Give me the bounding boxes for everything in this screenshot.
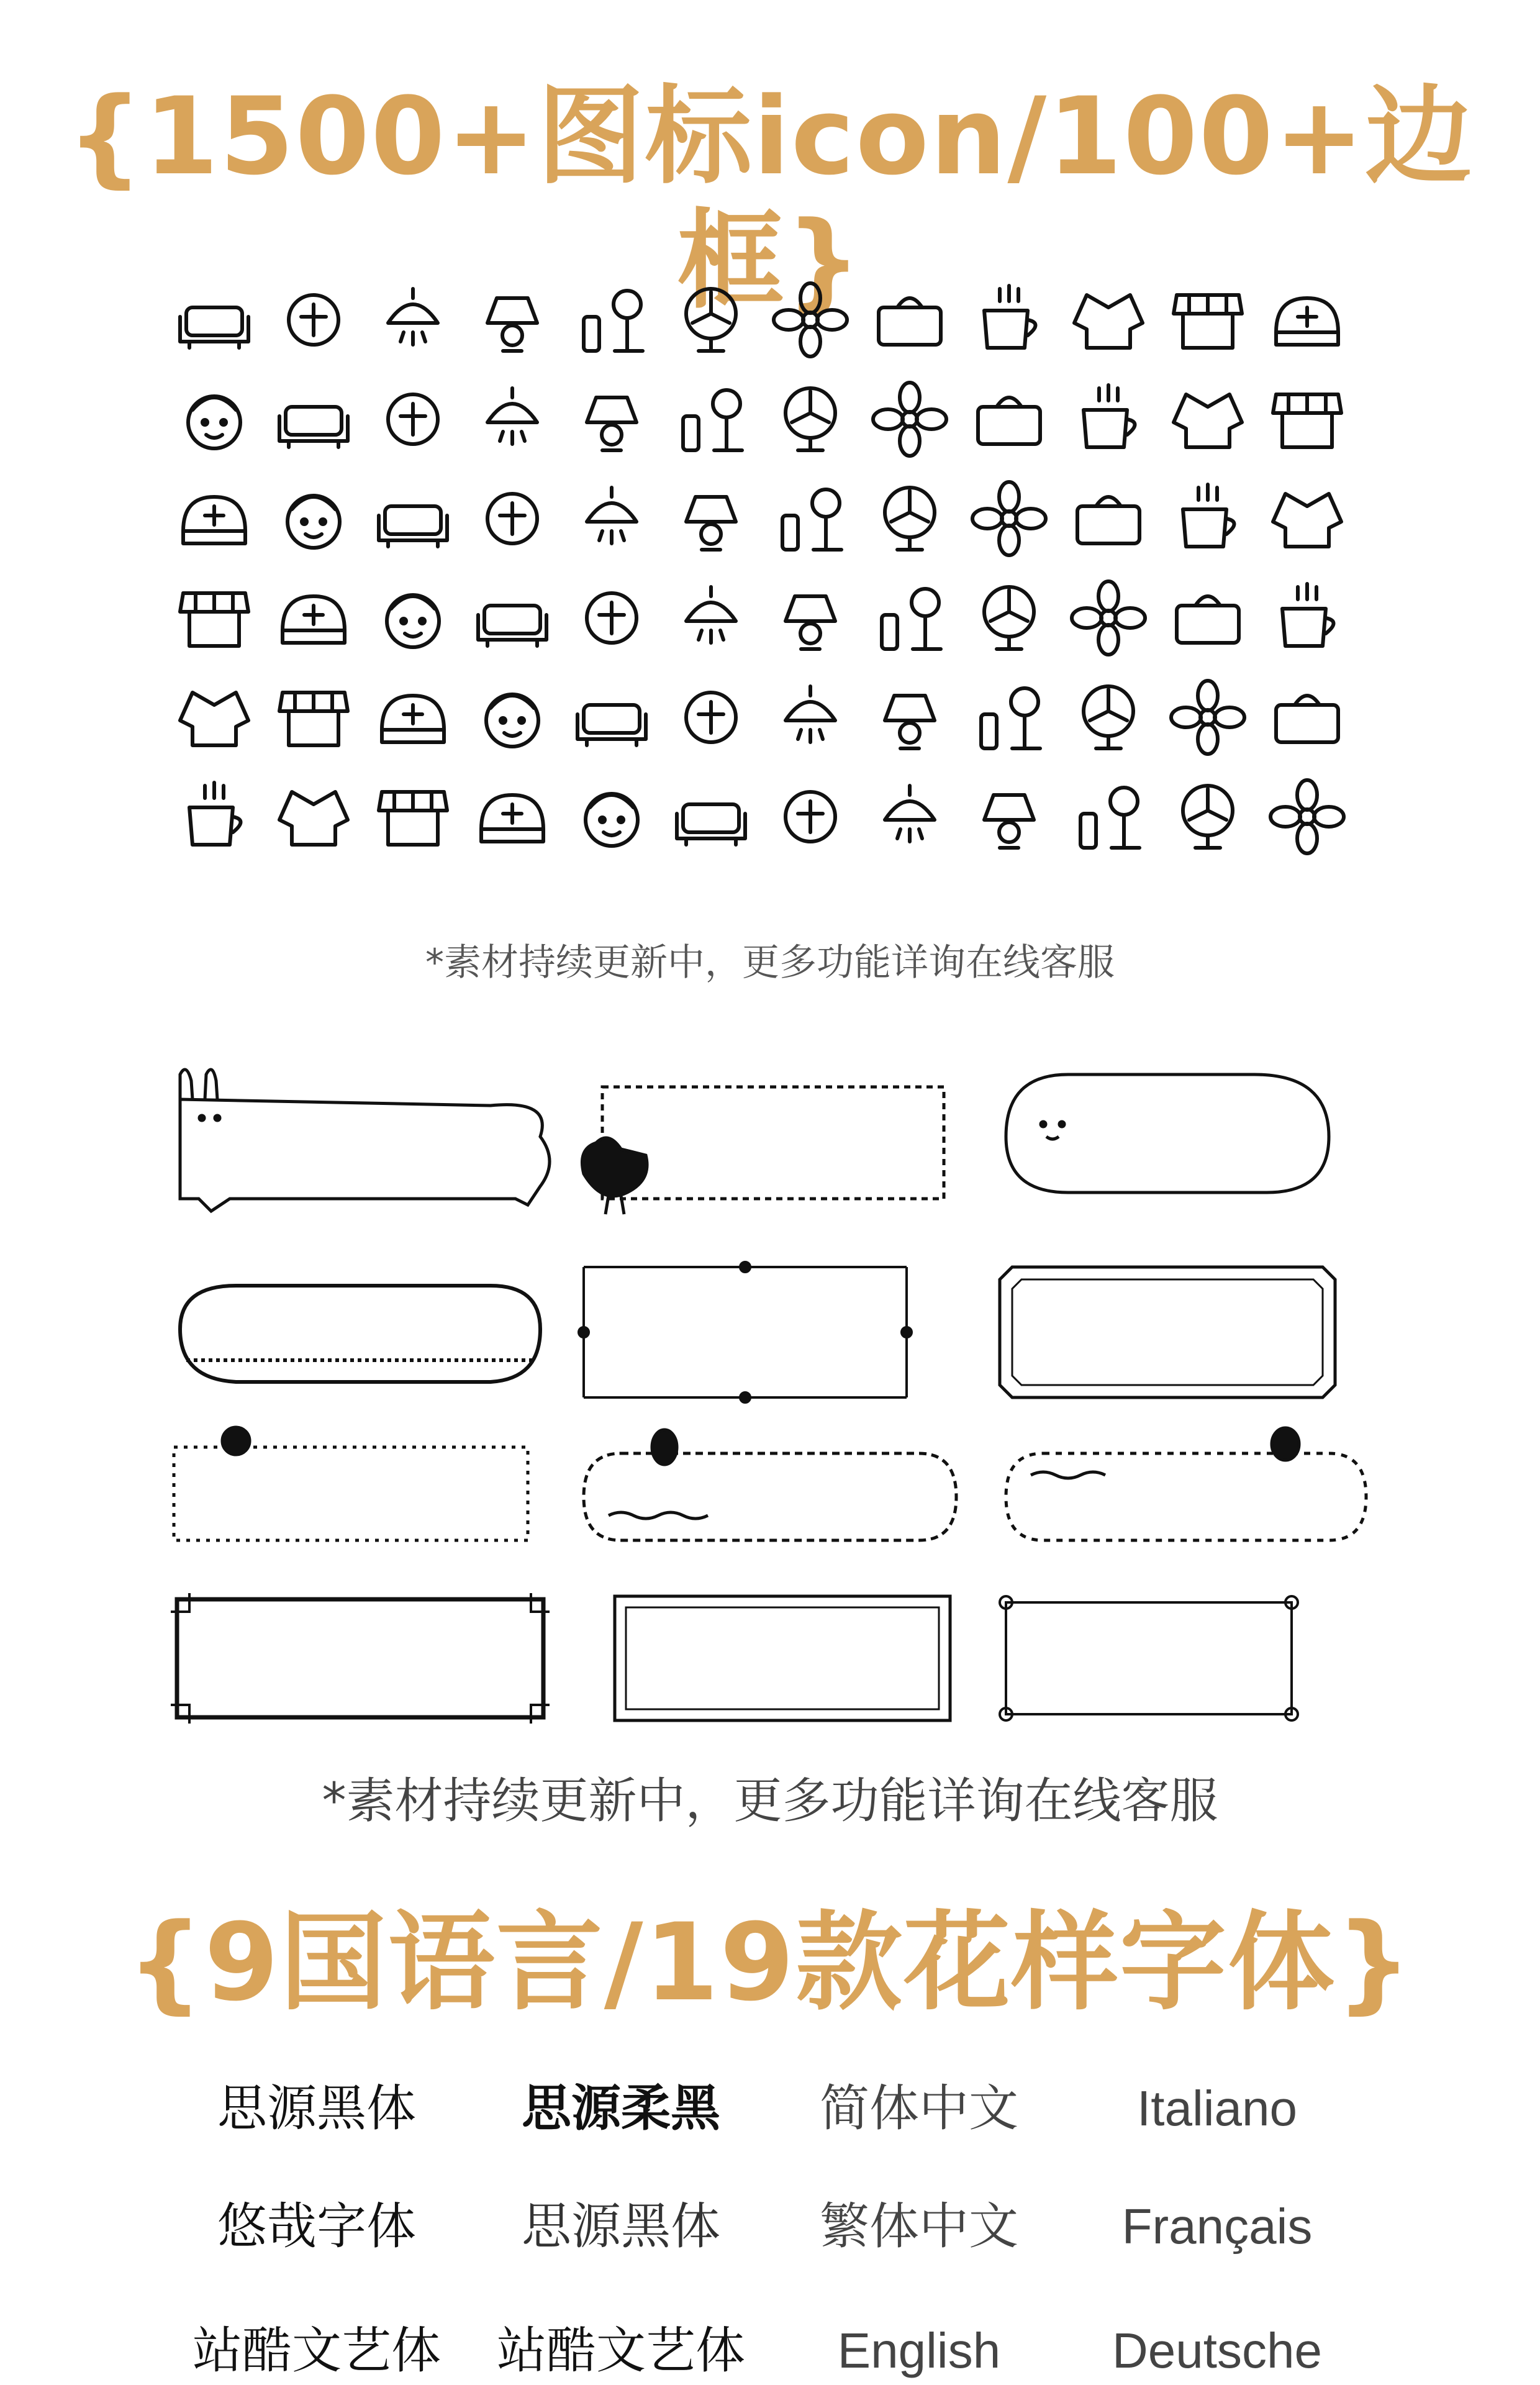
apple-icon bbox=[764, 472, 857, 565]
succulent-icon bbox=[366, 472, 460, 565]
double-rect-frame bbox=[609, 1590, 956, 1727]
curly-face-icon bbox=[366, 373, 460, 466]
rose-icon bbox=[565, 472, 658, 565]
seal-frame bbox=[994, 1062, 1341, 1205]
orange-slice-icon bbox=[664, 472, 758, 565]
font-item[interactable]: 站酷文艺体 bbox=[497, 2322, 745, 2379]
crown-icon bbox=[1261, 472, 1354, 565]
baby-bottle-icon bbox=[168, 671, 261, 764]
headline-icons: {1500+图标icon/100+边框} bbox=[66, 74, 1474, 323]
update-note-small: *素材持续更新中，更多功能详询在线客服 bbox=[425, 941, 1115, 984]
calendar-clock-icon bbox=[1161, 472, 1254, 565]
font-item[interactable]: 思源黑体 bbox=[217, 2079, 416, 2137]
cosmetics-icon bbox=[267, 571, 360, 665]
font-item[interactable]: English bbox=[837, 2323, 1001, 2378]
update-note-large: *素材持续更新中，更多功能详询在线客服 bbox=[322, 1773, 1218, 1829]
leaf-round-frame bbox=[571, 1416, 969, 1559]
wink-face-icon bbox=[1161, 373, 1254, 466]
font-list bbox=[0, 2074, 1540, 2385]
pig-face-icon bbox=[764, 373, 857, 466]
grin-face-icon bbox=[1261, 373, 1354, 466]
lipstick-icon bbox=[366, 571, 460, 665]
girl-face-icon bbox=[267, 373, 360, 466]
handbag-icon bbox=[466, 571, 559, 665]
salt-shaker-icon bbox=[466, 671, 559, 764]
christmas-tree-icon bbox=[267, 770, 360, 863]
palette-icon bbox=[1062, 770, 1155, 863]
lily-icon bbox=[565, 770, 658, 863]
font-item[interactable]: 繁体中文 bbox=[820, 2197, 1018, 2255]
kiss-kaomoji-icon bbox=[1062, 373, 1155, 466]
font-item[interactable]: Français bbox=[1121, 2199, 1313, 2254]
open-book-icon bbox=[962, 770, 1056, 863]
font-item[interactable]: 简体中文 bbox=[820, 2079, 1018, 2137]
font-item[interactable]: 思源黑体 bbox=[522, 2197, 720, 2255]
moon-icon bbox=[764, 571, 857, 665]
sweater-icon bbox=[1062, 273, 1155, 366]
stars-icon bbox=[466, 770, 559, 863]
font-item[interactable]: 站酷文艺体 bbox=[192, 2322, 441, 2379]
rain-cloud-icon bbox=[664, 571, 758, 665]
font-item[interactable]: 悠哉字体 bbox=[217, 2197, 416, 2255]
pacifier-icon bbox=[664, 671, 758, 764]
drawer-cabinet-icon bbox=[1062, 571, 1155, 665]
font-item[interactable]: Italiano bbox=[1137, 2081, 1297, 2136]
spray-bottle-icon bbox=[267, 671, 360, 764]
shop-icon bbox=[1161, 273, 1254, 366]
cactus-icon bbox=[267, 472, 360, 565]
fireworks-icon bbox=[366, 770, 460, 863]
tree-bottle-icon bbox=[565, 273, 658, 366]
pacifier-side-icon bbox=[863, 671, 956, 764]
owl-face-icon bbox=[664, 373, 758, 466]
bear-face-icon bbox=[1261, 671, 1354, 764]
gingerbread-icon bbox=[168, 770, 261, 863]
rabbit-face-icon bbox=[863, 373, 956, 466]
sheep-face-icon bbox=[565, 373, 658, 466]
ornament-line-frame bbox=[571, 1255, 919, 1410]
flower-icon bbox=[764, 273, 857, 366]
smile-kaomoji-icon bbox=[962, 373, 1056, 466]
thunder-cloud-icon bbox=[565, 571, 658, 665]
fan-icon bbox=[664, 273, 758, 366]
stroller-icon bbox=[764, 671, 857, 764]
icon-grid bbox=[168, 273, 1360, 870]
font-item[interactable]: 思源柔黑 bbox=[522, 2079, 720, 2137]
vase-flower-icon bbox=[466, 472, 559, 565]
candy-icon bbox=[1062, 671, 1155, 764]
ceiling-lamp-icon bbox=[366, 273, 460, 366]
briefcase-icon bbox=[565, 671, 658, 764]
leaf-dashed-frame bbox=[994, 1416, 1379, 1559]
feeding-bottle-icon bbox=[962, 671, 1056, 764]
headline-fonts: {9国语言/19款花样字体} bbox=[127, 1900, 1413, 2025]
beveled-frame bbox=[994, 1255, 1341, 1410]
bottle-icon bbox=[168, 571, 261, 665]
grandpa-face-icon bbox=[466, 373, 559, 466]
location-pin-icon bbox=[1161, 671, 1254, 764]
red-envelope-icon bbox=[863, 770, 956, 863]
hand-candy-icon bbox=[267, 273, 360, 366]
ruler-triangle-icon bbox=[1161, 770, 1254, 863]
font-item[interactable]: Deutsche bbox=[1112, 2323, 1322, 2378]
nurse-cap-icon bbox=[1261, 273, 1354, 366]
watermelon-icon bbox=[962, 472, 1056, 565]
usb-icon bbox=[1261, 571, 1354, 665]
lemon-icon bbox=[1062, 472, 1155, 565]
rabbit-frame bbox=[168, 1062, 565, 1224]
hair-dryer-icon bbox=[1161, 571, 1254, 665]
moon-dotted-frame bbox=[168, 1416, 540, 1553]
baby-face-icon bbox=[366, 671, 460, 764]
sofa-icon bbox=[168, 273, 261, 366]
pill-hatched-frame bbox=[168, 1273, 553, 1397]
frame-gallery bbox=[0, 1043, 1540, 1739]
pencil-ruler-icon bbox=[1261, 770, 1354, 863]
coffee-cup-icon bbox=[962, 273, 1056, 366]
potted-plant-icon bbox=[168, 472, 261, 565]
corner-rect-frame bbox=[168, 1590, 553, 1727]
bird-dashed-frame bbox=[571, 1081, 956, 1224]
scroll-corner-frame bbox=[994, 1590, 1304, 1727]
gift-box-icon bbox=[764, 770, 857, 863]
sun-icon bbox=[863, 571, 956, 665]
table-lamp-icon bbox=[466, 273, 559, 366]
broccoli-icon bbox=[863, 472, 956, 565]
boy-face-icon bbox=[168, 373, 261, 466]
tissue-box-icon bbox=[863, 273, 956, 366]
range-hood-icon bbox=[962, 571, 1056, 665]
jar-icon bbox=[664, 770, 758, 863]
